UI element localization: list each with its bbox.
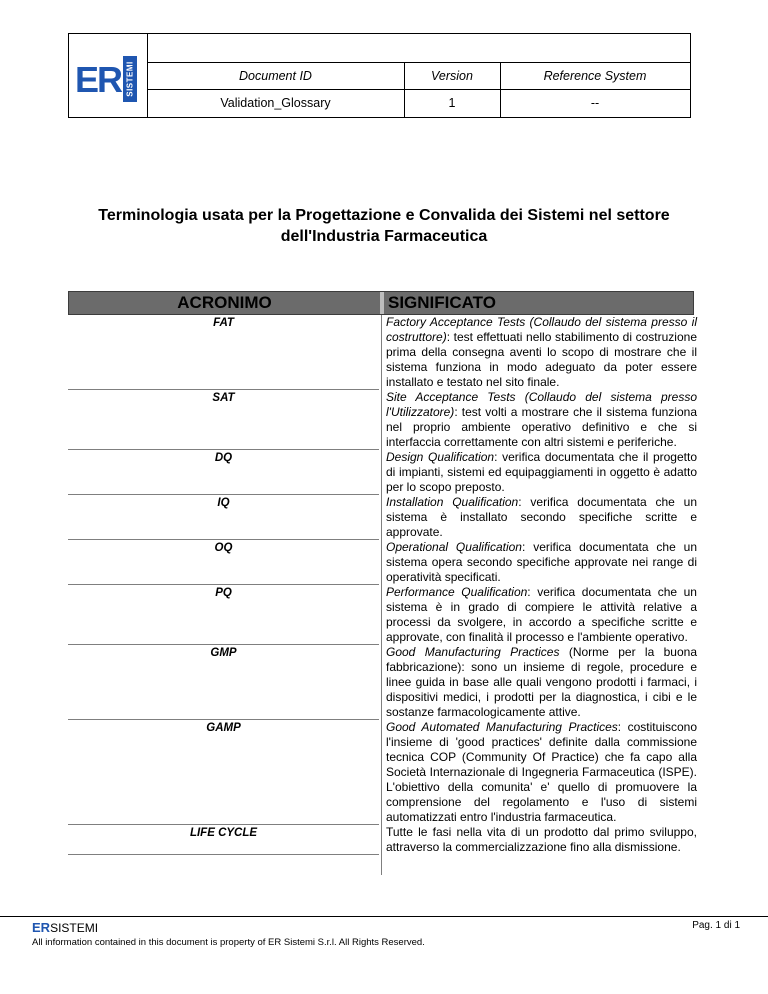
glossary-acronym: OQ: [68, 540, 379, 585]
glossary-definition: [386, 825, 697, 855]
acronym-column-header: ACRONIMO: [69, 292, 380, 314]
glossary-row: [68, 390, 697, 450]
glossary-text: : verifica documentata che il progetto di impianti, sistemi ed equipaggiamenti in oggetto è adatto per lo scopo preposto.: [386, 450, 697, 494]
glossary-definition: [386, 450, 697, 495]
column-divider: [381, 645, 382, 720]
header-value-row: [147, 89, 690, 117]
glossary-definition: [386, 390, 697, 450]
table-tail: [68, 855, 694, 875]
copyright-note: All information contained in this document is property of ER Sistemi S.r.l. All Rights Reserved.: [32, 937, 425, 948]
meaning-column-header: SIGNIFICATO: [384, 292, 693, 314]
glossary-term: Installation Qualification: [386, 495, 519, 509]
glossary-row: [68, 495, 697, 540]
glossary-acronym: FAT: [68, 315, 379, 390]
version-label: Version: [404, 62, 501, 89]
glossary-definition: [386, 645, 697, 720]
logo-vertical-band: [123, 56, 137, 102]
column-divider: [381, 495, 382, 540]
footer-brand: [32, 920, 98, 935]
glossary-table-head: [68, 291, 694, 315]
glossary-term: Site Acceptance Tests (Collaudo del sistema presso l'Utilizzatore): [386, 390, 697, 419]
glossary-term: Performance Qualification: [386, 585, 528, 599]
glossary-term: Good Manufacturing Practices: [386, 645, 560, 659]
glossary-text: : costituiscono l'insieme di 'good practices' definite dalla commissione tecnica COP (Community Of Practice) che fa capo alla Società Internazionale di Ingegneria Farmaceutica (ISPE). L'obiettivo della comunita' e' quello di promuovere la comprensione del regolamento e l'uso di sistemi automatizzati entro l'industria farmaceutica.: [386, 720, 697, 824]
glossary-row: [68, 720, 697, 825]
reference-system-label: Reference System: [543, 68, 647, 83]
glossary-text: (Norme per la buona fabbricazione): sono un insieme di regole, procedure e linee guida in base alle quali vengono prodotti i farmaci, i dispositivi medici, i prodotti per la diagnostica, i cibi e le sostanze farmacologicamente attive.: [386, 645, 697, 719]
glossary-acronym: DQ: [68, 450, 379, 495]
glossary-definition: [386, 540, 697, 585]
glossary-acronym: GAMP: [68, 720, 379, 825]
header-empty-row: [147, 34, 690, 63]
logo-vertical-text: SISTEMI: [125, 61, 135, 97]
glossary-acronym: LIFE CYCLE: [68, 825, 379, 855]
glossary-term: Operational Qualification: [386, 540, 522, 554]
logo-cell: [69, 34, 148, 117]
glossary-text: Tutte le fasi nella vita di un prodotto dal primo sviluppo, attraverso la commercializzazione fino alla dismissione.: [386, 825, 697, 854]
glossary-row: [68, 585, 697, 645]
glossary-row: [68, 645, 697, 720]
glossary-table: [68, 291, 697, 875]
column-divider: [381, 540, 382, 585]
page-number: Pag. 1 di 1: [692, 920, 740, 931]
column-divider: [381, 315, 382, 390]
glossary-definition: [386, 315, 697, 390]
glossary-text: : verifica documentata che un sistema opera secondo specifiche approvate nei range di operatività specificati.: [386, 540, 697, 584]
column-divider: [381, 450, 382, 495]
glossary-text: : test effettuati nello stabilimento di costruzione prima della consegna aventi lo scopo di mostrare che il sistema funziona in modo adeguato da poter essere installato e testato nel sito finale.: [386, 330, 697, 389]
glossary-row: [68, 315, 697, 390]
company-logo: [75, 56, 141, 102]
column-divider: [381, 825, 382, 855]
doc-id-value: Validation_Glossary: [147, 89, 405, 117]
glossary-definition: [386, 720, 697, 825]
glossary-row: [68, 825, 697, 855]
footer-rule: [0, 916, 768, 917]
glossary-term: Design Qualification: [386, 450, 495, 464]
column-divider: [381, 585, 382, 645]
glossary-acronym: PQ: [68, 585, 379, 645]
document-header-table: [68, 33, 691, 118]
column-divider: [381, 390, 382, 450]
glossary-acronym: SAT: [68, 390, 379, 450]
footer-brand-er: ER: [32, 920, 51, 935]
reference-system-value: --: [590, 96, 600, 110]
glossary-term: Good Automated Manufacturing Practices: [386, 720, 618, 734]
column-divider: [381, 720, 382, 825]
footer-brand-rest: SISTEMI: [50, 921, 99, 935]
glossary-definition: [386, 585, 697, 645]
glossary-row: [68, 540, 697, 585]
glossary-acronym: IQ: [68, 495, 379, 540]
glossary-acronym: GMP: [68, 645, 379, 720]
glossary-text: : test volti a mostrare che il sistema funziona nel proprio ambiente operativo definitivo e che si interfaccia correttamente con altri sistemi e periferiche.: [386, 405, 697, 449]
glossary-text: : verifica documentata che un sistema è in grado di compiere le attività relative a processi da svolgere, in accordo a specifiche scritte e approvate, con finalità il processo e l'ambiente operativo.: [386, 585, 697, 644]
glossary-definition: [386, 495, 697, 540]
doc-id-label: Document ID: [147, 62, 405, 89]
glossary-row: [68, 450, 697, 495]
header-label-row: [147, 62, 690, 90]
glossary-term: Factory Acceptance Tests (Collaudo del sistema presso il costruttore): [386, 315, 697, 344]
document-title: Terminologia usata per la Progettazione e Convalida dei Sistemi nel settore dell'Industria Farmaceutica: [98, 207, 670, 245]
version-value: 1: [404, 89, 501, 117]
glossary-text: : verifica documentata che un sistema è installato secondo specifiche scritte e approvate.: [386, 495, 697, 539]
logo-letters: ER: [75, 59, 122, 100]
